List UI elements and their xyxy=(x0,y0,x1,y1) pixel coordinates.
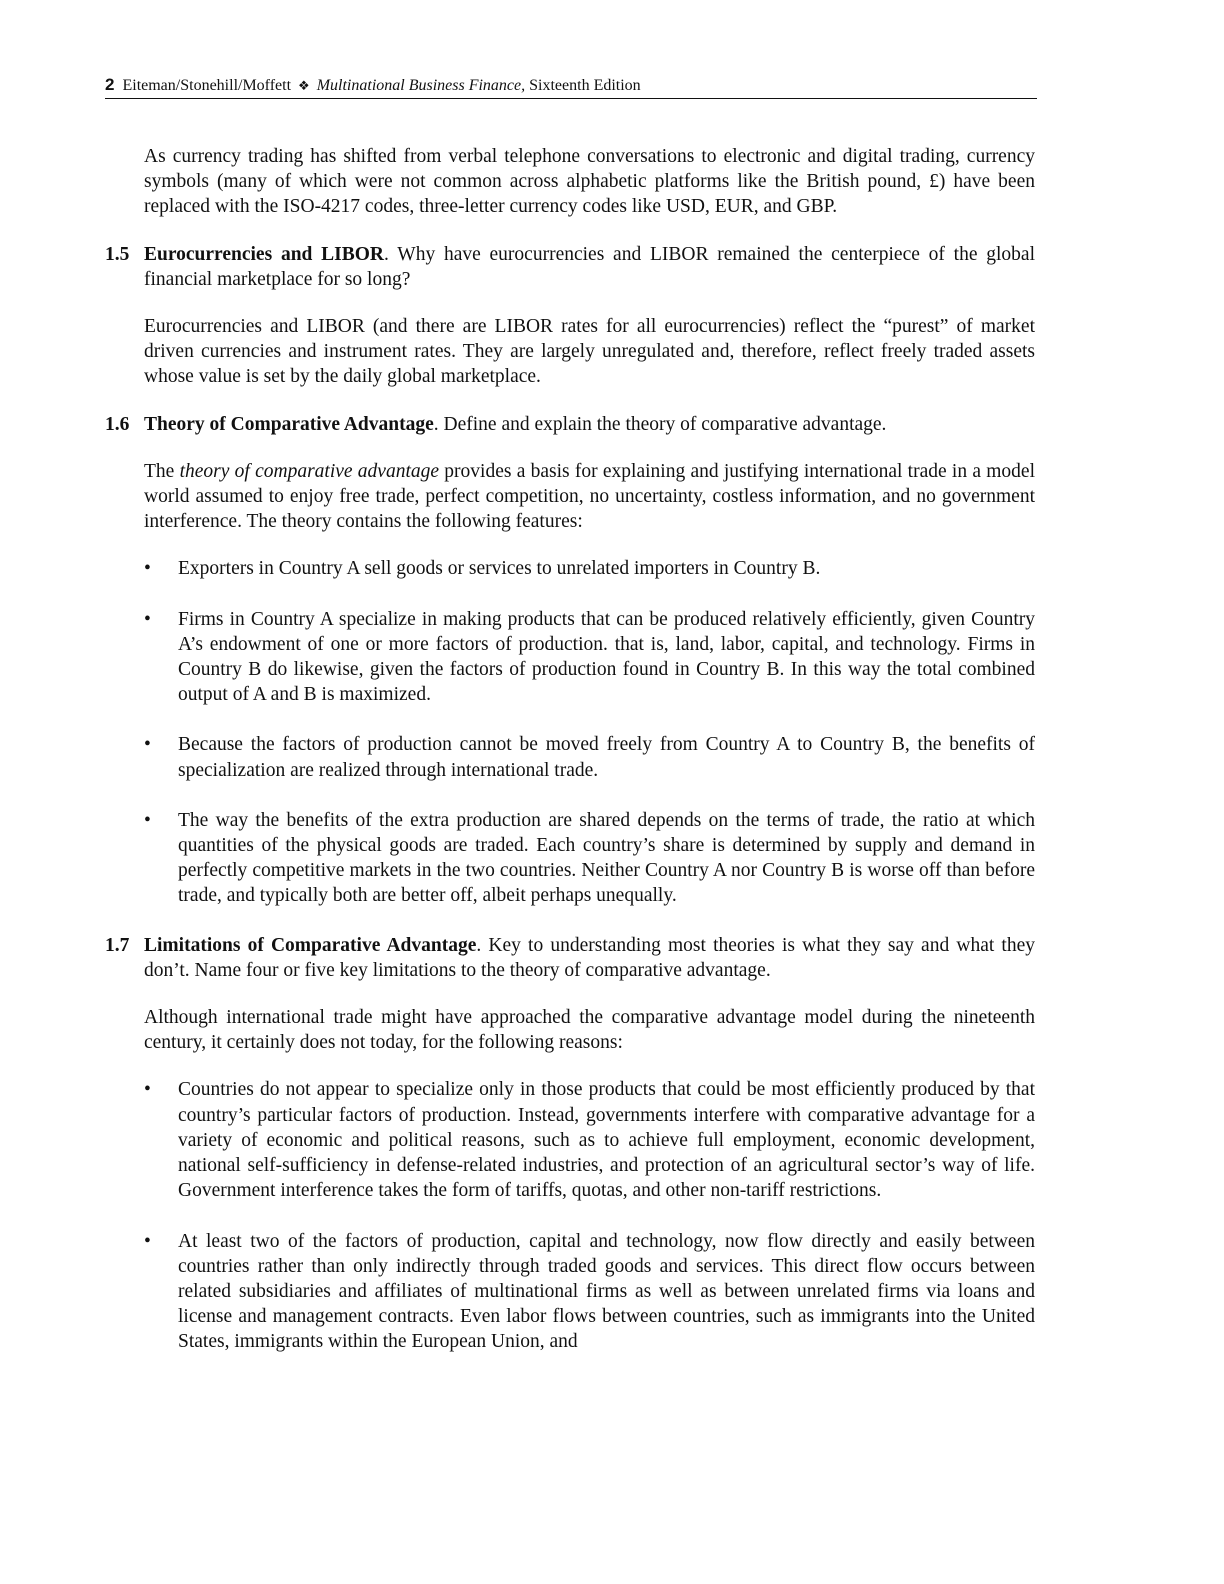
bullet-icon: • xyxy=(144,1230,151,1252)
answer-emphasis: theory of comparative advantage xyxy=(179,460,440,482)
answer-1-6 xyxy=(144,459,1035,535)
question-text xyxy=(144,933,1035,983)
list-item xyxy=(105,1077,1035,1203)
question-body: . Define and explain the theory of comparative advantage. xyxy=(433,413,887,435)
list-item xyxy=(105,607,1035,708)
header-authors: Eiteman/Stonehill/Moffett xyxy=(122,77,292,94)
list-item-text: Countries do not appear to specialize only in those products that could be most efficiently produced by that country’s particular factors of production. Instead, governments interfere with comparative advantage for a variety of economic and political reasons, such as to achieve full employment, economic development, national self-sufficiency in defense-related industries, and protection of an agricultural sector’s way of life. Government interference takes the form of tariffs, quotas, and other non-tariff restrictions. xyxy=(178,1079,1035,1202)
question-text xyxy=(144,412,1035,437)
answer-1-5: Eurocurrencies and LIBOR (and there are LIBOR rates for all eurocurrencies) reflect the “purest” of market driven currencies and instrument rates. They are largely unregulated and, therefore, reflect freely traded assets whose value is set by the daily global marketplace. xyxy=(144,316,1035,388)
question-title: Limitations of Comparative Advantage xyxy=(144,934,477,956)
answer-lead: The xyxy=(144,460,180,482)
bullet-icon: • xyxy=(144,608,151,630)
list-item xyxy=(105,732,1035,782)
list-item-text: At least two of the factors of production, capital and technology, now flow directly and easily between countries rather than only indirectly through traded goods and services. This direct flow occurs between related subsidiaries and affiliates of multinational firms as well as between unrelated firms via loans and license and management contracts. Even labor flows between countries, such as immigrants into the United States, immigrants within the European Union, and xyxy=(178,1230,1035,1353)
question-title: Eurocurrencies and LIBOR xyxy=(144,243,384,265)
question-1-6 xyxy=(105,412,1035,437)
question-1-5 xyxy=(105,242,1035,292)
question-body: . Key to understanding most theories is what they say and what they don’t. Name four or five key limitations to the theory of comparative advantage. xyxy=(144,934,1035,981)
question-text xyxy=(144,242,1035,292)
question-number: 1.7 xyxy=(105,934,130,956)
page-number: 2 xyxy=(105,75,115,94)
bullet-icon: • xyxy=(144,809,151,831)
question-1-7 xyxy=(105,933,1035,983)
list-item xyxy=(105,808,1035,909)
question-number: 1.6 xyxy=(105,413,130,435)
bullet-icon: • xyxy=(144,558,151,580)
answer-1-7: Although international trade might have approached the comparative advantage model during the nineteenth century, it certainly does not today, for the following reasons: xyxy=(144,1007,1035,1054)
header-edition: Sixteenth Edition xyxy=(529,77,641,94)
list-item xyxy=(105,556,1035,581)
list-item-text: Firms in Country A specialize in making products that can be produced relatively efficiently, given Country A’s endowment of one or more factors of production. that is, land, labor, capital, and technology. Firms in Country B do likewise, given the factors of production found in Country B. In this way the total combined output of A and B is maximized. xyxy=(178,608,1035,706)
list-item-text: Exporters in Country A sell goods or services to unrelated importers in Country B. xyxy=(178,558,821,580)
bullet-list-1-7 xyxy=(105,1077,1035,1354)
question-body: . Why have eurocurrencies and LIBOR remained the centerpiece of the global financial marketplace for so long? xyxy=(144,243,1035,290)
question-title: Theory of Comparative Advantage xyxy=(144,413,434,435)
bullet-list-1-6 xyxy=(105,556,1035,908)
header-separator-icon: ❖ xyxy=(298,78,310,93)
question-number: 1.5 xyxy=(105,243,130,265)
header-book-title: Multinational Business Finance, xyxy=(316,77,526,94)
bullet-icon: • xyxy=(144,734,151,756)
page-body xyxy=(105,144,1035,1379)
running-header xyxy=(105,74,1037,99)
answer-rest: provides a basis for explaining and justifying international trade in a model world assumed to enjoy free trade, perfect competition, no uncertainty, costless information, and no government interference. The theory contains the following features: xyxy=(144,460,1035,533)
bullet-icon: • xyxy=(144,1079,151,1101)
list-item-text: The way the benefits of the extra production are shared depends on the terms of trade, the ratio at which quantities of the physical goods are traded. Each country’s share is determined by supply and demand in perfectly competitive markets in the two countries. Neither Country A nor Country B is worse off than before trade, and typically both are better off, albeit perhaps unequally. xyxy=(178,809,1035,907)
list-item xyxy=(105,1229,1035,1355)
intro-paragraph: As currency trading has shifted from verbal telephone conversations to electronic and digital trading, currency symbols (many of which were not common across alphabetic platforms like the British pound, £) have been replaced with the ISO-4217 codes, three-letter currency codes like USD, EUR, and GBP. xyxy=(144,146,1035,218)
list-item-text: Because the factors of production cannot be moved freely from Country A to Country B, the benefits of specialization are realized through international trade. xyxy=(178,734,1035,781)
